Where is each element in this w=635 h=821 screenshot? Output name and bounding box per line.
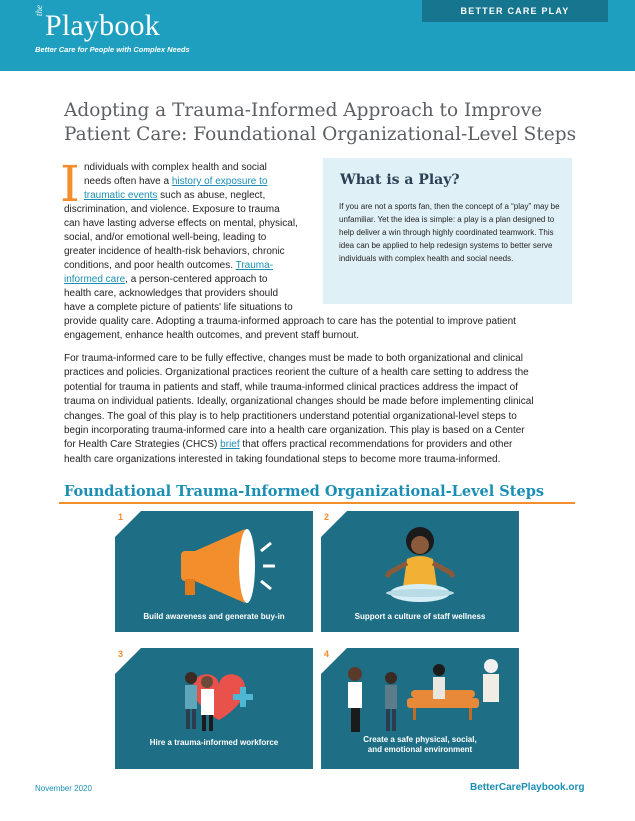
step-number-badge bbox=[115, 648, 141, 674]
footer-site-link[interactable]: BetterCarePlaybook.org bbox=[470, 782, 585, 793]
paragraph-line bbox=[64, 453, 500, 467]
inline-link[interactable]: Trauma- bbox=[235, 260, 274, 271]
step-label-line-2: and emotional environment bbox=[367, 745, 473, 754]
line-text: such as abuse, neglect, bbox=[157, 190, 266, 201]
line-text: have a complete picture of patients' life situations to bbox=[64, 302, 293, 313]
paragraph-line bbox=[84, 189, 265, 203]
paragraph-line bbox=[64, 315, 516, 329]
step-number: 1 bbox=[118, 512, 124, 522]
step-number: 2 bbox=[324, 512, 330, 522]
step-number-badge bbox=[115, 511, 141, 537]
page-title bbox=[64, 99, 584, 147]
line-text: for Health Care Strategies (CHCS) bbox=[64, 439, 221, 451]
line-text: changes. The goal of this play is to help practitioners understand potential organizational-level steps to bbox=[64, 410, 517, 422]
sidebox-body: If you are not a sports fan, then the concept of a “play” may be unfamiliar. Yet the idea is simple: a play is a plan designed to help deliver a win through highly coordinated teamwork. This idea can be applied to help redesign systems to better serve individuals with complex health and social needs. bbox=[339, 202, 560, 263]
line-text: can have lasting adverse effects on mental, physical, bbox=[64, 218, 298, 229]
line-text: discrimination, and violence. Exposure to trauma bbox=[64, 204, 280, 215]
paragraph-line bbox=[64, 301, 293, 315]
inline-link[interactable]: brief bbox=[220, 439, 240, 451]
paragraph-line bbox=[64, 217, 298, 231]
step-card-2 bbox=[321, 511, 519, 632]
header-banner bbox=[0, 0, 635, 71]
logo-the: the bbox=[34, 5, 44, 16]
line-text: provide quality care. Adopting a trauma-informed approach to care has the potential to improve patient bbox=[64, 316, 516, 327]
line-text: ndividuals with complex health and social bbox=[84, 162, 267, 173]
workforce-heart-icon bbox=[115, 648, 313, 769]
paragraph-line bbox=[84, 161, 267, 175]
line-text: social, and/or emotional well-being, leading to bbox=[64, 232, 267, 243]
paragraph-line bbox=[64, 438, 512, 452]
step-card-4 bbox=[321, 648, 519, 769]
step-number-badge bbox=[321, 648, 347, 674]
paragraph-line bbox=[64, 352, 523, 366]
step-card-3 bbox=[115, 648, 313, 769]
line-text: trauma on individual patients. Ideally, organizational changes should be made before implementing clinical bbox=[64, 396, 534, 408]
section-heading: Foundational Trauma-Informed Organizational-Level Steps bbox=[64, 483, 545, 500]
paragraph-line bbox=[64, 329, 359, 343]
step-number: 4 bbox=[324, 649, 330, 659]
line-text: engagement, enhance health outcomes, and prevent staff burnout. bbox=[64, 330, 360, 341]
sidebox-heading: What is a Play? bbox=[340, 172, 460, 188]
line-text: For trauma-informed care to be fully effective, changes must be made to both organizational and clinical bbox=[64, 353, 523, 364]
step-label: Support a culture of staff wellness bbox=[354, 612, 486, 621]
page-title-line-1: Adopting a Trauma-Informed Approach to Improve bbox=[64, 100, 543, 121]
paragraph-line bbox=[84, 175, 267, 189]
step-card-1 bbox=[115, 511, 313, 632]
line-text: practices and policies. Organizational practices reorient the culture of a health care setting to address the bbox=[64, 367, 529, 379]
paragraph-line bbox=[64, 259, 273, 273]
logo-playbook: Playbook bbox=[45, 9, 160, 42]
paragraph-line bbox=[64, 203, 280, 217]
step-label: Build awareness and generate buy-in bbox=[143, 612, 285, 621]
line-text: conditions, and poor health outcomes. bbox=[64, 260, 236, 271]
paragraph-line bbox=[64, 381, 518, 395]
what-is-a-play-box bbox=[323, 158, 572, 304]
paragraph-line bbox=[64, 273, 267, 287]
line-text: greater incidence of health-risk behaviors, chronic bbox=[64, 246, 285, 257]
logo-tagline: Better Care for People with Complex Needs bbox=[35, 45, 190, 54]
paragraph-line bbox=[64, 231, 266, 245]
paragraph-line bbox=[64, 245, 285, 259]
step-label: Hire a trauma-informed workforce bbox=[149, 738, 279, 747]
paragraph-line bbox=[64, 287, 278, 301]
line-text: health care, acknowledges that providers should bbox=[64, 288, 279, 299]
paragraph-line bbox=[64, 410, 517, 424]
line-text: needs often have a bbox=[84, 176, 172, 187]
paragraph-line bbox=[64, 366, 529, 380]
section-divider bbox=[59, 502, 575, 504]
footer-date: November 2020 bbox=[35, 784, 92, 793]
paragraph-line bbox=[64, 424, 525, 438]
inline-link[interactable]: informed care bbox=[64, 274, 126, 285]
step-label bbox=[321, 735, 519, 755]
step-number: 3 bbox=[118, 649, 124, 659]
page-title-line-2: Patient Care: Foundational Organizational-Level Steps bbox=[64, 124, 577, 145]
step-label-line-1: Create a safe physical, social, bbox=[363, 735, 477, 744]
line-text: potential for trauma in patients and staff, while trauma-informed clinical practices address the impact of bbox=[64, 381, 518, 393]
inline-link[interactable]: traumatic events bbox=[84, 190, 158, 201]
drop-cap: I bbox=[60, 155, 80, 213]
inline-link[interactable]: history of exposure to bbox=[171, 176, 268, 187]
line-text: , a person-centered approach to bbox=[125, 274, 268, 285]
better-care-play-tab: BETTER CARE PLAY bbox=[422, 0, 608, 22]
line-text: begin incorporating trauma-informed care into a health care organization. This play is based on a Center bbox=[64, 425, 525, 436]
paragraph-line bbox=[64, 395, 534, 409]
line-text: that offers practical recommendations for providers and other bbox=[239, 439, 513, 451]
line-text: health care organizations interested in taking foundational steps to become more trauma-informed. bbox=[64, 453, 501, 465]
step-number-badge bbox=[321, 511, 347, 537]
